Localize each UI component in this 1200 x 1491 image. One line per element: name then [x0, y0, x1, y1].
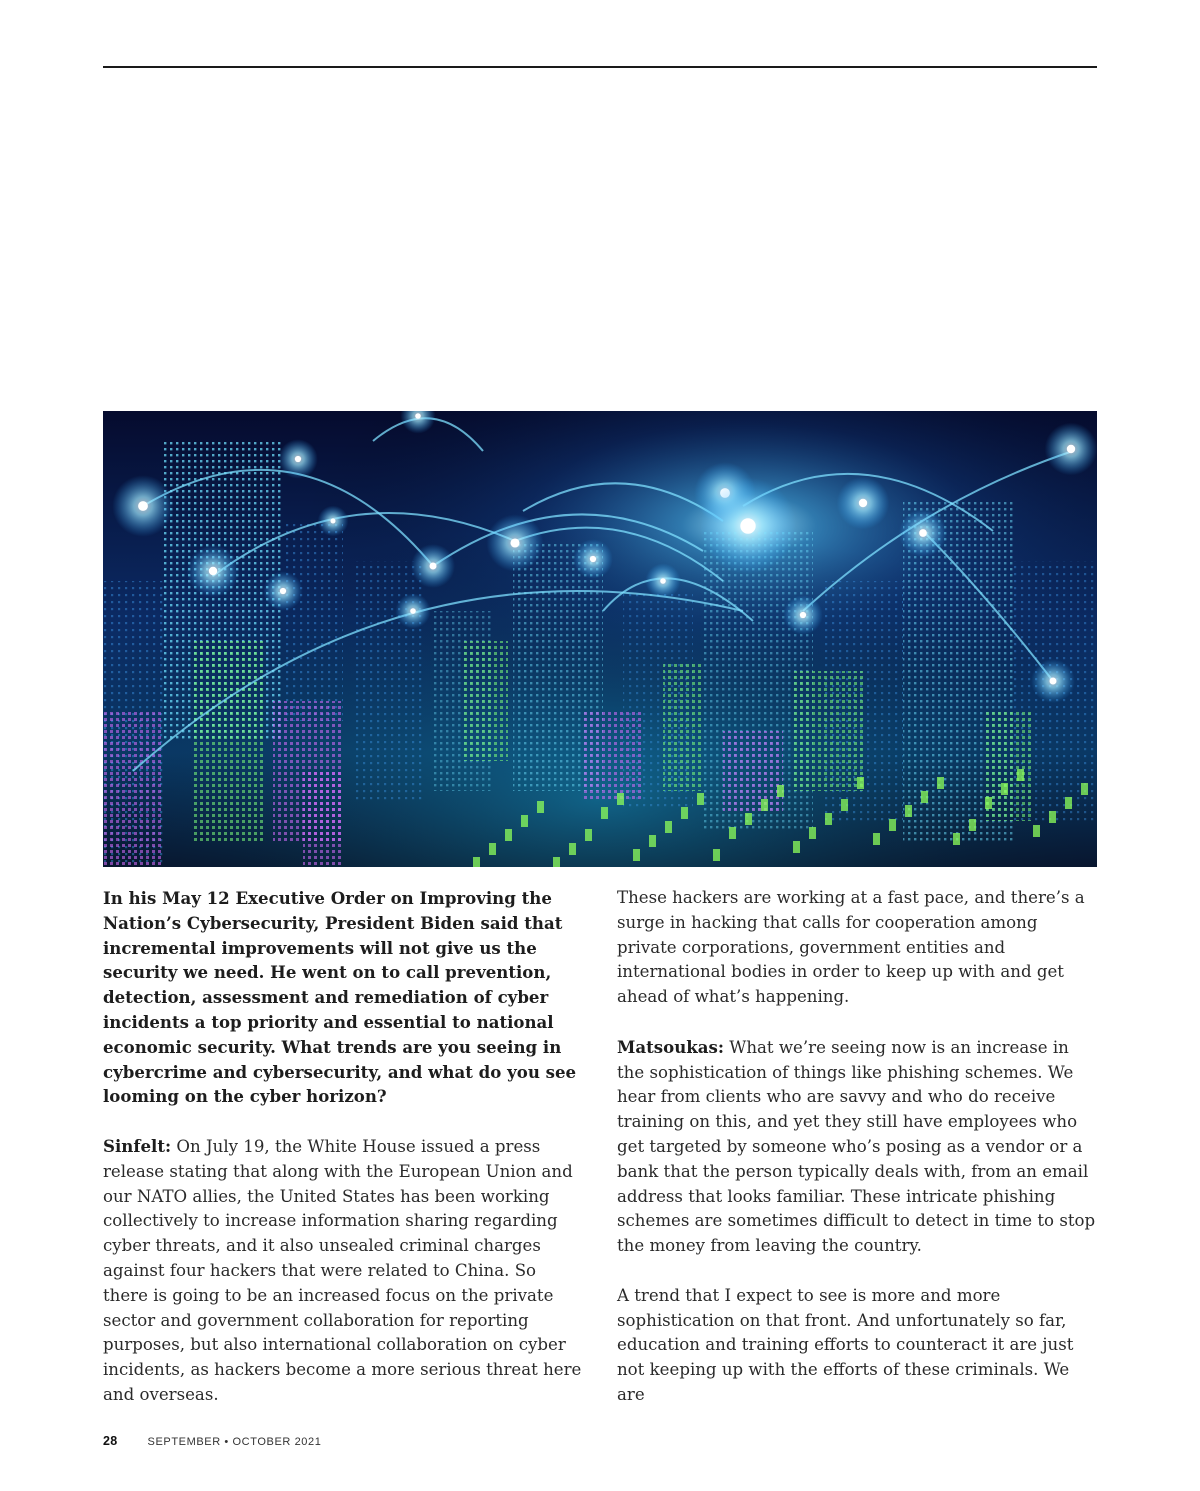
ground-light	[841, 799, 848, 811]
network-node	[919, 529, 927, 537]
ground-light	[857, 777, 864, 789]
ground-light	[697, 793, 704, 805]
network-node	[138, 501, 148, 511]
building-pink	[303, 771, 343, 867]
answer-text: On July 19, the White House issued a press release stating that along with the European Union and our NATO allies, the United States has been working collectively to increase information sharing regarding cyber threats, and it also unsealed criminal charges against four hackers that were related to China. So there is going to be an increased focus on the private sector and government collaboration for reporting purposes, but also international collaboration on cyber incidents, as hackers become a more serious threat here and overseas.	[103, 1136, 582, 1404]
ground-light	[713, 849, 720, 861]
ground-light	[649, 835, 656, 847]
ground-light	[1001, 783, 1008, 795]
ground-light	[473, 857, 480, 867]
network-node	[660, 578, 666, 584]
ground-light	[665, 821, 672, 833]
building-tower	[283, 521, 343, 721]
ground-light	[1065, 797, 1072, 809]
ground-light	[937, 777, 944, 789]
ground-light	[825, 813, 832, 825]
ground-light	[873, 833, 880, 845]
building-green	[193, 641, 263, 841]
ground-light	[633, 849, 640, 861]
ground-light	[777, 785, 784, 797]
ground-light	[969, 819, 976, 831]
ground-light	[505, 829, 512, 841]
ground-light	[889, 819, 896, 831]
answer-text: What we’re seeing now is an increase in the sophistication of things like phishing schemes. We hear from clients who are savvy and who do receive training on this, and yet they still have employees who get targeted by someone who’s posing as a vendor or a bank that the person typically deals with, from an email address that looks familiar. These intricate phishing schemes are sometimes difficult to detect in time to stop the money from leaving the country.	[617, 1037, 1096, 1256]
network-node	[410, 608, 416, 614]
ground-light	[985, 797, 992, 809]
ground-light	[1017, 769, 1024, 781]
building-green	[793, 671, 863, 791]
hero-image-cyber-city	[103, 411, 1097, 867]
body-paragraph: These hackers are working at a fast pace, and there’s a surge in hacking that calls for cooperation among private corporations, government entities and international bodies in order to keep up with and get ahead of what’s happening.	[617, 888, 1085, 1007]
network-node	[740, 518, 755, 533]
building-pink	[723, 731, 783, 811]
ground-light	[617, 793, 624, 805]
building-pink	[583, 711, 643, 801]
ground-light	[921, 791, 928, 803]
ground-light	[745, 813, 752, 825]
top-rule	[103, 66, 1097, 68]
network-node	[510, 538, 519, 547]
network-node	[430, 563, 437, 570]
ground-light	[793, 841, 800, 853]
network-node	[415, 413, 421, 419]
interview-question: In his May 12 Executive Order on Improving the Nation’s Cybersecurity, President Biden said that incremental improvements will not give us the security we need. He went on to call prevention, detection, assessment and remediation of cyber incidents a top priority and essential to national economic security. What trends are you seeing in cybercrime and cybersecurity, and what do you see looming on the cyber horizon?	[103, 888, 577, 1107]
cyber-city-illustration	[103, 411, 1097, 867]
ground-light	[729, 827, 736, 839]
page-footer	[103, 1434, 321, 1448]
ground-light	[1033, 825, 1040, 837]
network-node	[209, 567, 217, 575]
ground-light	[601, 807, 608, 819]
ground-light	[1049, 811, 1056, 823]
speaker-name: Sinfelt:	[103, 1135, 172, 1156]
issue-date: SEPTEMBER • OCTOBER 2021	[147, 1436, 322, 1448]
network-node	[280, 588, 286, 594]
ground-light	[681, 807, 688, 819]
ground-light	[761, 799, 768, 811]
ground-light	[809, 827, 816, 839]
ground-light	[489, 843, 496, 855]
network-node	[1050, 678, 1057, 685]
matsoukas-answer	[617, 1035, 1097, 1259]
network-node	[590, 556, 596, 562]
ground-light	[521, 815, 528, 827]
body-paragraph: A trend that I expect to see is more and more sophistication on that front. And unfortunately so far, education and training efforts to counteract it are just not keeping up with the efforts of these criminals. We are	[617, 1285, 1074, 1404]
sinfelt-answer	[103, 1134, 583, 1408]
ground-light	[553, 857, 560, 867]
building-green	[463, 641, 508, 761]
network-node	[1067, 445, 1075, 453]
ground-light	[585, 829, 592, 841]
network-node	[800, 612, 806, 618]
network-node	[859, 499, 867, 507]
network-node	[295, 456, 301, 462]
building-green	[663, 661, 703, 791]
ground-light	[953, 833, 960, 845]
left-column	[103, 886, 583, 1433]
network-node	[331, 519, 336, 524]
ground-light	[905, 805, 912, 817]
right-column	[617, 886, 1097, 1433]
speaker-name: Matsoukas:	[617, 1036, 724, 1057]
building-pink	[103, 711, 163, 867]
page-number: 28	[103, 1434, 118, 1448]
ground-light	[1081, 783, 1088, 795]
ground-light	[569, 843, 576, 855]
ground-light	[537, 801, 544, 813]
